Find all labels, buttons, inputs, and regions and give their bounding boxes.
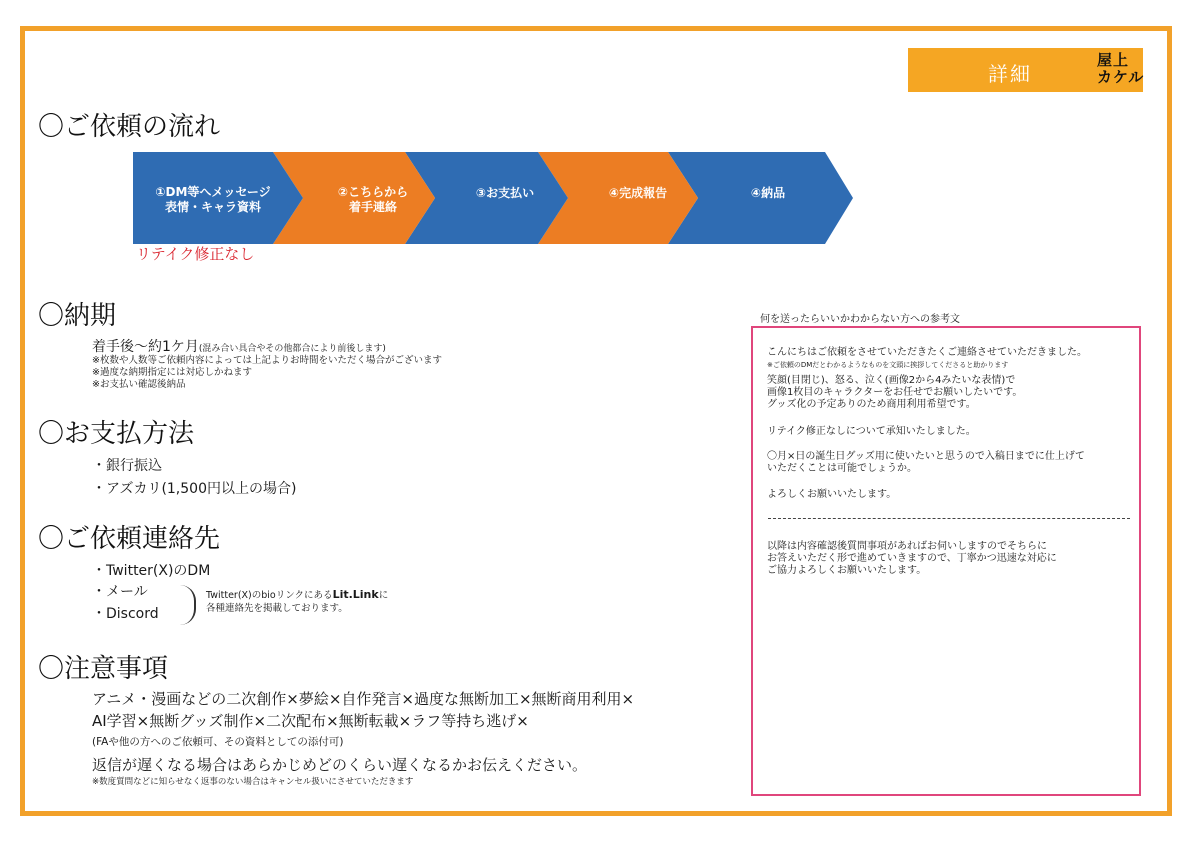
reference-body-date: 〇月×日の誕生日グッズ用に使いたいと思うので入稿日までに仕上げて いただくことは可能でしょうか。 xyxy=(767,451,1085,474)
notes-title: 〇注意事項 xyxy=(38,654,169,684)
contact-title: 〇ご依頼連絡先 xyxy=(38,524,221,554)
notes-line-5: ※数度質問などに知らせなく返事のない場合はキャンセル扱いにさせていただきます xyxy=(92,777,414,787)
flow-step-1-label: ①DM等へメッセージ 表情・キャラ資料 xyxy=(155,185,271,214)
contact-item-discord: ・Discord xyxy=(92,606,159,622)
delivery-title: 〇納期 xyxy=(38,301,117,331)
reference-title: 何を送ったらいいかわからない方への参考文 xyxy=(760,314,960,325)
delivery-notes: ※枚数や人数等ご依頼内容によっては上記よりお時間をいただく場合がございます ※過度な納期指定には対応しかねます ※お支払い確認後納品 xyxy=(92,355,442,390)
delivery-main: 着手後〜約1ケ月(混み合い具合やその他都合により前後します) xyxy=(92,339,386,355)
flow-step-3-label: ③お支払い xyxy=(475,186,535,200)
contact-item-twitter: ・Twitter(X)のDM xyxy=(92,563,211,579)
contact-note: Twitter(X)のbioリンクにあるLit.Linkに 各種連絡先を掲載しております。 xyxy=(206,588,389,614)
flow-diagram xyxy=(133,152,853,244)
flow-title: 〇ご依頼の流れ xyxy=(38,112,221,142)
logo xyxy=(1097,52,1157,86)
notes-line-4: 返信が遅くなる場合はあらかじめどのくらい遅くなるかお伝えください。 xyxy=(92,756,588,774)
reference-closing: よろしくお願いいたします。 xyxy=(767,489,897,500)
reference-greeting: こんにちはご依頼をさせていただきたくご連絡させていただきました。 xyxy=(767,347,1087,358)
reference-divider xyxy=(768,518,1130,519)
flow-step-2-label: ②こちらから 着手連絡 xyxy=(337,185,409,214)
payment-item-azukari: ・アズカリ(1,500円以上の場合) xyxy=(92,481,297,497)
retake-note: リテイク修正なし xyxy=(136,245,255,263)
notes-line-2: AI学習×無断グッズ制作×二次配布×無断転載×ラフ等持ち逃げ× xyxy=(92,712,529,730)
flow-step-5-label: ④納品 xyxy=(750,186,786,200)
logo-line1: 屋上 xyxy=(1097,51,1130,69)
notes-line-1: アニメ・漫画などの二次創作×夢絵×自作発言×過度な無断加工×無断商用利用× xyxy=(92,690,635,708)
logo-line2: カケル xyxy=(1097,68,1145,86)
payment-item-bank: ・銀行振込 xyxy=(92,458,162,474)
header-title: 詳細 xyxy=(988,62,1032,86)
reference-after: 以降は内容確認後質問事項があればお伺いしますのでそちらに お答えいただく形で進めていきますので、丁寧かつ迅速な対応に ご協力よろしくお願いいたします。 xyxy=(767,541,1057,576)
flow-step-4-label: ④完成報告 xyxy=(608,186,668,200)
contact-item-mail: ・メール xyxy=(92,584,148,600)
reference-greeting-note: ※ご依頼のDMだとわかるようなものを文頭に挨拶してくださると助かります xyxy=(767,361,1009,369)
reference-body-retake: リテイク修正なしについて承知いたしました。 xyxy=(767,426,976,437)
reference-body: 笑顔(目閉じ)、怒る、泣く(画像2から4みたいな表情)で 画像1枚目のキャラクターをお任せでお願いしたいです。 グッズ化の予定ありのため商用利用希望です。 xyxy=(767,375,1023,410)
notes-line-3: (FAや他の方へのご依頼可、その資料としての添付可) xyxy=(92,736,344,748)
payment-title: 〇お支払方法 xyxy=(38,419,195,449)
